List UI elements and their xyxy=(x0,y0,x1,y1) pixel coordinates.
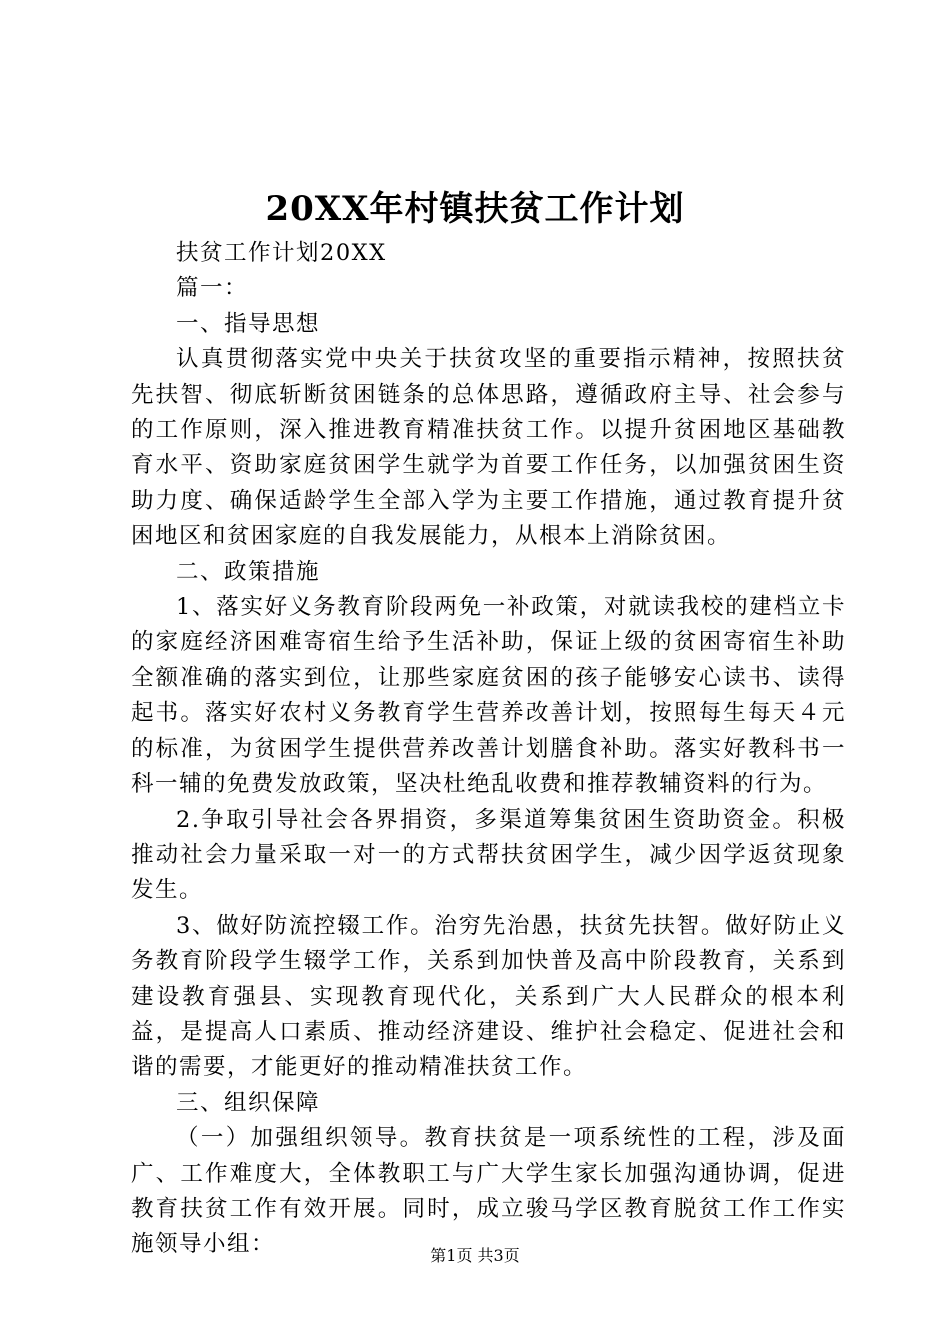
paragraph-policy-2: 2.争取引导社会各界捐资，多渠道筹集贫困生资助资金。积极推动社会力量采取一对一的方式帮扶贫困学生，减少因学返贫现象发生。 xyxy=(131,806,846,904)
paragraph-organization-1: （一）加强组织领导。教育扶贫是一项系统性的工程，涉及面广、工作难度大，全体教职工与广大学生家长加强沟通协调，促进教育扶贫工作有效开展。同时，成立骏马学区教育脱贫工作工作实施领导小组： xyxy=(131,1125,846,1258)
paragraph-part-one: 篇一： xyxy=(176,275,249,302)
page-footer: 第1页 共3页 xyxy=(430,1246,520,1265)
paragraph-guiding-ideology: 认真贯彻落实党中央关于扶贫攻坚的重要指示精神，按照扶贫先扶智、彻底斩断贫困链条的总体思路，遵循政府主导、社会参与的工作原则，深入推进教育精准扶贫工作。以提升贫困地区基础教育水平、资助家庭贫困学生就学为首要工作任务，以加强贫困生资助力度、确保适龄学生全部入学为主要工作措施，通过教育提升贫困地区和贫困家庭的自我发展能力，从根本上消除贫困。 xyxy=(131,346,846,550)
paragraph-policy-1: 1、落实好义务教育阶段两免一补政策，对就读我校的建档立卡的家庭经济困难寄宿生给予生活补助，保证上级的贫困寄宿生补助全额准确的落实到位，让那些家庭贫困的孩子能够安心读书、读得起书。落实好农村义务教育学生营养改善计划，按照每生每天４元的标准，为贫困学生提供营养改善计划膳食补助。落实好教科书一科一辅的免费发放政策，坚决杜绝乱收费和推荐教辅资料的行为。 xyxy=(131,594,846,798)
document-title: 20XX年村镇扶贫工作计划 xyxy=(265,189,685,229)
section-heading-organization: 三、组织保障 xyxy=(176,1089,321,1116)
document-body xyxy=(131,236,846,1263)
paragraph-plan-heading: 扶贫工作计划20XX xyxy=(176,240,387,266)
paragraph-policy-3: 3、做好防流控辍工作。治穷先治愚，扶贫先扶智。做好防止义务教育阶段学生辍学工作，关系到加快普及高中阶段教育，关系到建设教育强县、实现教育现代化，关系到广大人民群众的根本利益，是提高人口素质、推动经济建设、维护社会稳定、促进社会和谐的需要，才能更好的推动精准扶贫工作。 xyxy=(131,912,846,1081)
section-heading-guiding-ideology: 一、指导思想 xyxy=(176,310,321,337)
section-heading-policy-measures: 二、政策措施 xyxy=(176,558,321,585)
